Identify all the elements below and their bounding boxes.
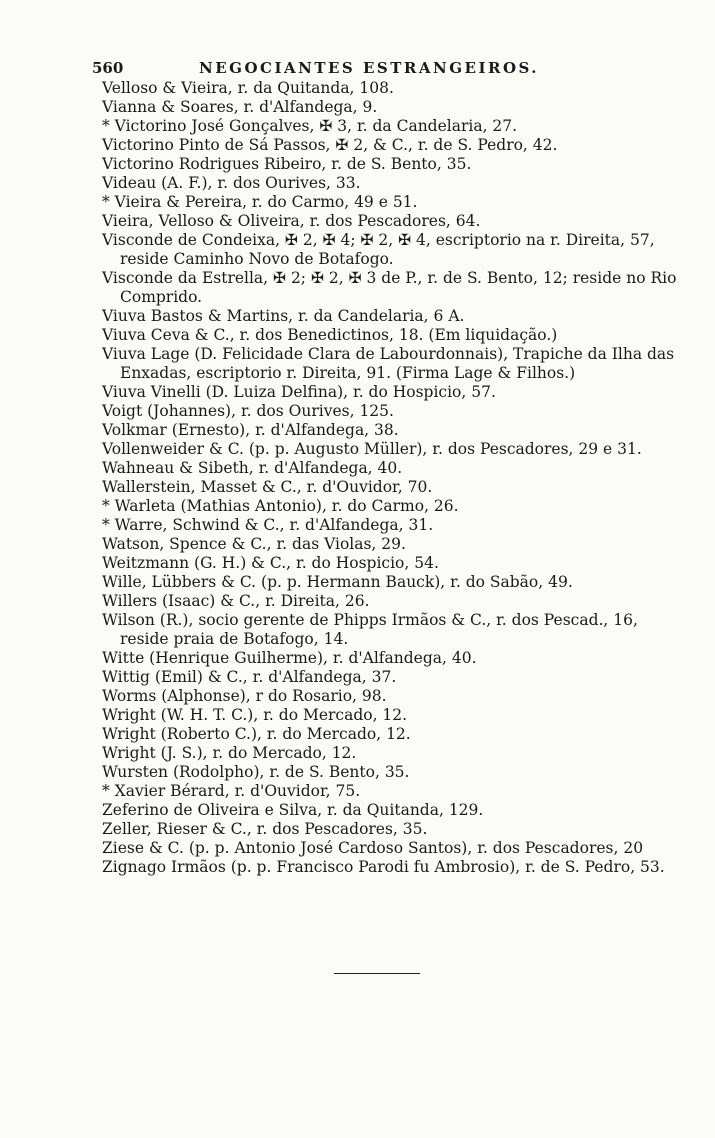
directory-entry: Watson, Spence & C., r. das Violas, 29. bbox=[102, 535, 406, 553]
directory-entry: Vollenweider & C. (p. p. Augusto Müller), r. dos Pescadores, 29 e 31. bbox=[102, 440, 642, 458]
directory-entry: Visconde de Condeixa, ✠ 2, ✠ 4; ✠ 2, ✠ 4, escriptorio na r. Direita, 57, reside Caminho Novo de Botafogo. bbox=[102, 231, 655, 268]
directory-entry: Weitzmann (G. H.) & C., r. do Hospicio, 54. bbox=[102, 554, 439, 572]
directory-entry: * Warleta (Mathias Antonio), r. do Carmo, 26. bbox=[102, 497, 459, 515]
directory-entry: Voigt (Johannes), r. dos Ourives, 125. bbox=[102, 402, 394, 420]
directory-entry: Victorino Rodrigues Ribeiro, r. de S. Bento, 35. bbox=[102, 155, 472, 173]
directory-entry: Vianna & Soares, r. d'Alfandega, 9. bbox=[102, 98, 378, 116]
directory-entry: Viuva Bastos & Martins, r. da Candelaria, 6 A. bbox=[102, 307, 465, 325]
directory-entry: Videau (A. F.), r. dos Ourives, 33. bbox=[102, 174, 361, 192]
page-header bbox=[92, 58, 677, 78]
directory-entry: Wright (J. S.), r. do Mercado, 12. bbox=[102, 744, 357, 762]
directory-entry: Wright (Roberto C.), r. do Mercado, 12. bbox=[102, 725, 411, 743]
directory-entry: Worms (Alphonse), r do Rosario, 98. bbox=[102, 687, 387, 705]
directory-entry: Ziese & C. (p. p. Antonio José Cardoso Santos), r. dos Pescadores, 20 bbox=[102, 839, 644, 857]
directory-entry: Zeferino de Oliveira e Silva, r. da Quitanda, 129. bbox=[102, 801, 484, 819]
directory-entry: Victorino Pinto de Sá Passos, ✠ 2, & C., r. de S. Pedro, 42. bbox=[102, 136, 558, 154]
directory-entry: Wursten (Rodolpho), r. de S. Bento, 35. bbox=[102, 763, 410, 781]
directory-entry: Wittig (Emil) & C., r. d'Alfandega, 37. bbox=[102, 668, 397, 686]
directory-entry: * Vieira & Pereira, r. do Carmo, 49 e 51. bbox=[102, 193, 418, 211]
directory-entry: Visconde da Estrella, ✠ 2; ✠ 2, ✠ 3 de P., r. de S. Bento, 12; reside no Rio Comprido. bbox=[102, 269, 677, 306]
directory-entry: Wright (W. H. T. C.), r. do Mercado, 12. bbox=[102, 706, 408, 724]
directory-entry: Viuva Vinelli (D. Luiza Delfina), r. do Hospicio, 57. bbox=[102, 383, 496, 401]
directory-entry: Wallerstein, Masset & C., r. d'Ouvidor, 70. bbox=[102, 478, 433, 496]
closing-rule bbox=[334, 973, 420, 974]
directory-entry: * Victorino José Gonçalves, ✠ 3, r. da Candelaria, 27. bbox=[102, 117, 518, 135]
directory-list bbox=[102, 79, 677, 877]
directory-entry: Vieira, Velloso & Oliveira, r. dos Pescadores, 64. bbox=[102, 212, 481, 230]
directory-entry: Wilson (R.), socio gerente de Phipps Irmãos & C., r. dos Pescad., 16, reside praia de Botafogo, 14. bbox=[102, 611, 638, 648]
directory-entry: Zeller, Rieser & C., r. dos Pescadores, 35. bbox=[102, 820, 428, 838]
directory-entry: Wille, Lübbers & C. (p. p. Hermann Bauck), r. do Sabão, 49. bbox=[102, 573, 573, 591]
directory-entry: Velloso & Vieira, r. da Quitanda, 108. bbox=[102, 79, 394, 97]
directory-entry: * Xavier Bérard, r. d'Ouvidor, 75. bbox=[102, 782, 361, 800]
directory-entry: Volkmar (Ernesto), r. d'Alfandega, 38. bbox=[102, 421, 399, 439]
directory-entry: Viuva Ceva & C., r. dos Benedictinos, 18. (Em liquidação.) bbox=[102, 326, 558, 344]
directory-entry: Wahneau & Sibeth, r. d'Alfandega, 40. bbox=[102, 459, 403, 477]
directory-entry: Viuva Lage (D. Felicidade Clara de Labourdonnais), Trapiche da Ilha das Enxadas, escriptorio r. Direita, 91. (Firma Lage & Filhos.) bbox=[102, 345, 675, 382]
running-title: NEGOCIANTES ESTRANGEIROS. bbox=[199, 59, 540, 77]
directory-entry: Witte (Henrique Guilherme), r. d'Alfandega, 40. bbox=[102, 649, 477, 667]
directory-entry: * Warre, Schwind & C., r. d'Alfandega, 31. bbox=[102, 516, 434, 534]
directory-entry: Zignago Irmãos (p. p. Francisco Parodi fu Ambrosio), r. de S. Pedro, 53. bbox=[102, 858, 665, 876]
page-number: 560 bbox=[92, 59, 124, 77]
directory-entry: Willers (Isaac) & C., r. Direita, 26. bbox=[102, 592, 370, 610]
